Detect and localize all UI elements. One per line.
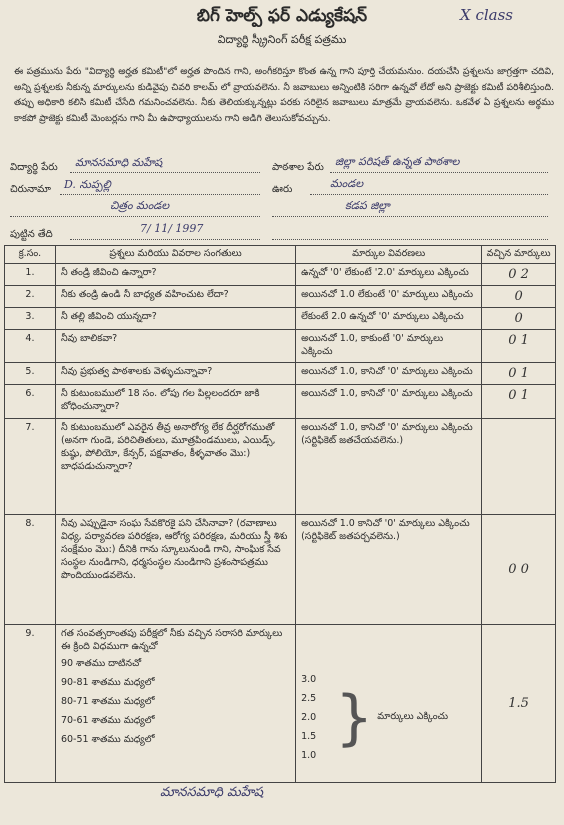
- brace-icon: }: [335, 682, 374, 753]
- row-number: 3.: [5, 308, 56, 330]
- grade-points: 2.0: [301, 712, 317, 723]
- village-label: ఊరు: [272, 184, 293, 195]
- col-header-marking: మార్కుల వివరణలు: [296, 246, 482, 264]
- table-row: [5, 363, 556, 385]
- student-name-label: విద్యార్థి పేరు: [10, 162, 58, 173]
- row-score[interactable]: 1.5: [482, 625, 556, 783]
- grade-range: 90-81 శాతము మధ్యలో: [60, 677, 155, 688]
- row-score[interactable]: 0 1: [482, 330, 556, 363]
- row-marking: ఉన్నచో '0' లేకుంటే '2.0' మార్కులు ఎక్కించు: [296, 264, 482, 286]
- table-row: [5, 385, 556, 419]
- dob-label: పుట్టిన తేది: [10, 229, 53, 240]
- row-number: 5.: [5, 363, 56, 385]
- col-header-number: క్ర.సం.: [5, 246, 56, 264]
- village-value: మండల: [330, 177, 364, 190]
- grade-list: [61, 654, 290, 749]
- grade-range: 80-71 శాతము మధ్యలో: [60, 696, 155, 707]
- row-question: నీ కుటుంబములో 18 సం. లోపు గల పిల్లలందరూ జాకి బోధించున్నారా?: [55, 385, 295, 419]
- row-question: నీకు తండ్రి ఉండి నీ బాధ్యత వహించుట లేదా?: [55, 286, 295, 308]
- row-score[interactable]: 0 1: [482, 363, 556, 385]
- row-question: నీవు ప్రభుత్వ పాఠశాలకు వెళ్ళుచున్నావా?: [55, 363, 295, 385]
- mandal-value: చిత్రం మండల: [110, 199, 170, 212]
- table-row: [5, 515, 556, 625]
- row-number: 7.: [5, 419, 56, 515]
- table-row: [5, 419, 556, 515]
- student-signature: మానసమాధి మహేష: [160, 785, 264, 800]
- grade-points: 1.0: [301, 750, 317, 761]
- row-marking: లేకుంటే 2.0 ఉన్నచో '0' మార్కులు ఎక్కించు: [296, 308, 482, 330]
- row-marking: అయినచో 1.0, కానిచో '0' మార్కులు ఎక్కించు: [296, 385, 482, 419]
- grade-range: 60-51 శాతము మధ్యలో: [60, 734, 155, 745]
- row-number: 4.: [5, 330, 56, 363]
- row-number: 9.: [5, 625, 56, 783]
- school-value: జిల్లా పరిషత్ ఉన్నత పాఠశాల: [335, 155, 460, 168]
- row-score[interactable]: 0: [482, 286, 556, 308]
- scoring-table: [4, 245, 556, 783]
- form-subtitle: విద్యార్థి స్క్రీనింగ్ పరీక్ష పత్రము: [217, 33, 347, 46]
- row-number: 8.: [5, 515, 56, 625]
- row-score[interactable]: 0 2: [482, 264, 556, 286]
- row-number: 6.: [5, 385, 56, 419]
- row-marking-grade: [296, 625, 482, 783]
- row-number: 1.: [5, 264, 56, 286]
- row-question: నీవు బాలికవా?: [55, 330, 295, 363]
- row-score[interactable]: 0 1: [482, 385, 556, 419]
- grade-range: 90 శాతము దాటినచో: [60, 658, 142, 669]
- grade-points: 2.5: [301, 693, 317, 704]
- dob-value: 7/ 11/ 1997: [140, 222, 204, 235]
- instructions-paragraph: ఈ పత్రమును పేరు "విద్యార్థి అర్హత కమిటీ"లో అర్హత పొందిన గాని, అంగీకరిస్తూ కొంత ఉన్న గాని పూర్తి చేయమనుం. దయచేసి ప్రశ్నలను జాగ్రత్తగా చదివి, అన్ని ప్రశ్నలకు నీకున్న మార్కులను కుడివైపు చివరి కాలమ్ లో వ్రాయవలెను. నీ జవాబులు అన్నింటికి సరిగా ఉన్నవో లేదో అని ప్రాజెక్టు కమిటీ పరిశీలిస్తుంది. తప్పు అధికారి కలిసి కమిటీ చేసేది గమనించవలెను. నీకు తెలియక్కున్నట్లు పరకు సరిలైన జవాబులు మాత్రమే వ్రాయవలెను. ఒకవేళ ఏ ప్రశ్నలను అర్థము కాకపో ప్రాజెక్టు కమిటీ మెంబర్లను గాని మీ ఉపాధ్యాయులను గాని అడిగి తెలుసుకోవచ్చును.: [14, 66, 554, 124]
- row-marking: అయినచో 1.0 లేకుంటే '0' మార్కులు ఎక్కించు: [296, 286, 482, 308]
- row-marking: అయినచో 1.0, కానిచో '0' మార్కులు ఎక్కించు: [296, 363, 482, 385]
- student-name-value: మానసమాధి మహేష: [75, 156, 163, 169]
- address-label: చిరునామా: [10, 184, 51, 195]
- district-value: కడప జిల్లా: [345, 199, 390, 212]
- table-row: [5, 264, 556, 286]
- form-title: బిగ్ హెల్ప్ ఫర్ ఎడ్యుకేషన్: [196, 6, 368, 26]
- class-note: X class: [460, 6, 513, 24]
- blank-line: [272, 227, 548, 240]
- row-marking: అయినచో 1.0, కానిచో '0' మార్కులు ఎక్కించు (సర్టిఫికెట్ జతచేయవలెను.): [296, 419, 482, 515]
- grade-points: 1.5: [301, 731, 317, 742]
- row-score[interactable]: 0 0: [482, 515, 556, 625]
- table-row: [5, 330, 556, 363]
- row-score[interactable]: [482, 419, 556, 515]
- row-question: నీ తల్లి జీవించి యున్నదా?: [55, 308, 295, 330]
- row-question: గత సంవత్సరాంతపు పరీక్షలో నీకు వచ్చిన సరాసరి మార్కులు ఈ క్రింది విధముగా ఉన్నచో: [60, 628, 283, 652]
- school-label: పాఠశాల పేరు: [272, 162, 324, 173]
- row-question: నీవు ఎప్పుడైనా సంఘ సేవకొరకై పని చేసినావా? (రవాణాలు విధ్య, పర్యావరణ పరిరక్షణ, ఆరోగ్య పరిరక్షణ, మరియు స్త్రీ శిశు సంక్షేమం మొ:) దీనికి గాను స్కూలునుండి గాని, సాంఘిక సేవ సంస్థల నుండిగాని, ధర్మసంస్థల నుండిగాని ప్రశంసాపత్రము పొందియుండవలెను.: [55, 515, 295, 625]
- row-question: నీ తండ్రి జీవించి ఉన్నారా?: [55, 264, 295, 286]
- table-header-row: [5, 246, 556, 264]
- row-number: 2.: [5, 286, 56, 308]
- address-value: D. నుప్పల్లి: [64, 178, 111, 191]
- row-question-grade: [55, 625, 295, 783]
- grade-points: 3.0: [301, 674, 317, 685]
- points-list: [301, 670, 331, 765]
- district-line: [272, 204, 548, 217]
- row-marking: మార్కులు ఎక్కించు: [377, 711, 449, 722]
- row-question: నీ కుటుంబములో ఎవరైన తీవ్ర అనారోగ్య లేక దీర్ఘరోగముతో (అనగా గుండె, పరిచితితులు, మూత్రపిండములు, ఎయిడ్స్, కుష్ఠు, పోలియో, కేన్సర్, పక్షవాతం, కీళ్ళవాతం మొ:) బాధపడుచున్నారా?: [55, 419, 295, 515]
- grade-range: 70-61 శాతము మధ్యలో: [60, 715, 155, 726]
- row-score[interactable]: 0: [482, 308, 556, 330]
- col-header-score: వచ్చిన మార్కులు: [482, 246, 556, 264]
- table-row: [5, 625, 556, 783]
- table-row: [5, 286, 556, 308]
- row-marking: అయినచో 1.0 కానిచో '0' మార్కులు ఎక్కించు (సర్టిఫికెట్ జతపర్చవలెను.): [296, 515, 482, 625]
- col-header-question: ప్రశ్నలు మరియు వివరాల సంగతులు: [55, 246, 295, 264]
- row-marking: అయినచో 1.0, కాకుంటే '0' మార్కులు ఎక్కించు: [296, 330, 482, 363]
- table-row: [5, 308, 556, 330]
